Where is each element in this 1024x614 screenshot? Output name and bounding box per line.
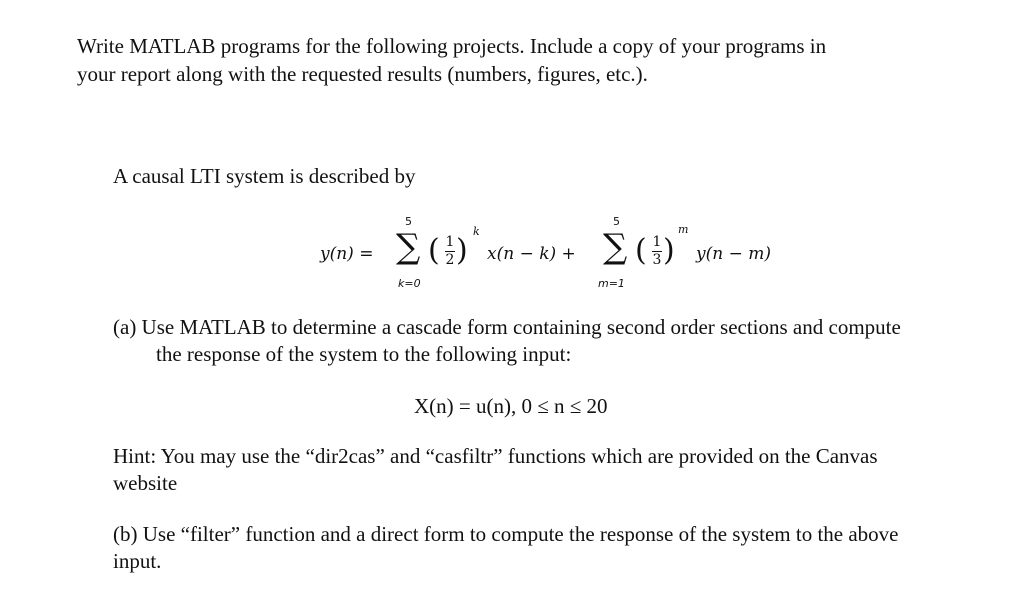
sum1-fraction-denominator: 2 — [445, 252, 455, 268]
sum2-sigma-icon: ∑ — [603, 227, 628, 267]
sum2-left-paren: ( — [635, 233, 647, 268]
sum2-fraction-denominator: 3 — [652, 252, 662, 268]
part-a-input-definition: X(n) = u(n), 0 ≤ n ≤ 20 — [414, 394, 608, 418]
sum2-fraction-numerator: 1 — [652, 234, 662, 250]
intro-line-1: Write MATLAB programs for the following projects. Include a copy of your programs in — [77, 34, 827, 58]
hint-line-1: Hint: You may use the “dir2cas” and “casfiltr” functions which are provided on the Canvas — [113, 444, 878, 468]
hint-line-2: website — [113, 471, 178, 495]
part-b-line-2: input. — [113, 549, 162, 573]
sum2-exponent: m — [678, 223, 689, 236]
part-a-line-2: the response of the system to the following input: — [156, 342, 572, 366]
sum1-exponent: k — [473, 225, 480, 238]
sum1-lower-limit: k=0 — [398, 277, 421, 290]
sum1-upper-limit: 5 — [405, 215, 412, 228]
equation-lhs: y(n) = — [320, 244, 374, 264]
system-description: A causal LTI system is described by — [113, 164, 416, 188]
sum1-right-paren: ) — [456, 233, 468, 268]
sum1-sigma-icon: ∑ — [396, 227, 421, 267]
sum2-right-paren: ) — [663, 233, 675, 268]
sum1-fraction-numerator: 1 — [445, 234, 455, 250]
sum2-upper-limit: 5 — [613, 215, 620, 228]
sum2-lower-limit: m=1 — [598, 277, 625, 290]
sum2-term: y(n − m) — [696, 244, 771, 264]
part-a-line-1: (a) Use MATLAB to determine a cascade form containing second order sections and compute — [113, 315, 901, 339]
sum1-left-paren: ( — [428, 233, 440, 268]
part-b-line-1: (b) Use “filter” function and a direct form to compute the response of the system to the above — [113, 522, 899, 546]
intro-line-2: your report along with the requested results (numbers, figures, etc.). — [77, 62, 648, 86]
sum1-term: x(n − k) + — [487, 244, 576, 264]
